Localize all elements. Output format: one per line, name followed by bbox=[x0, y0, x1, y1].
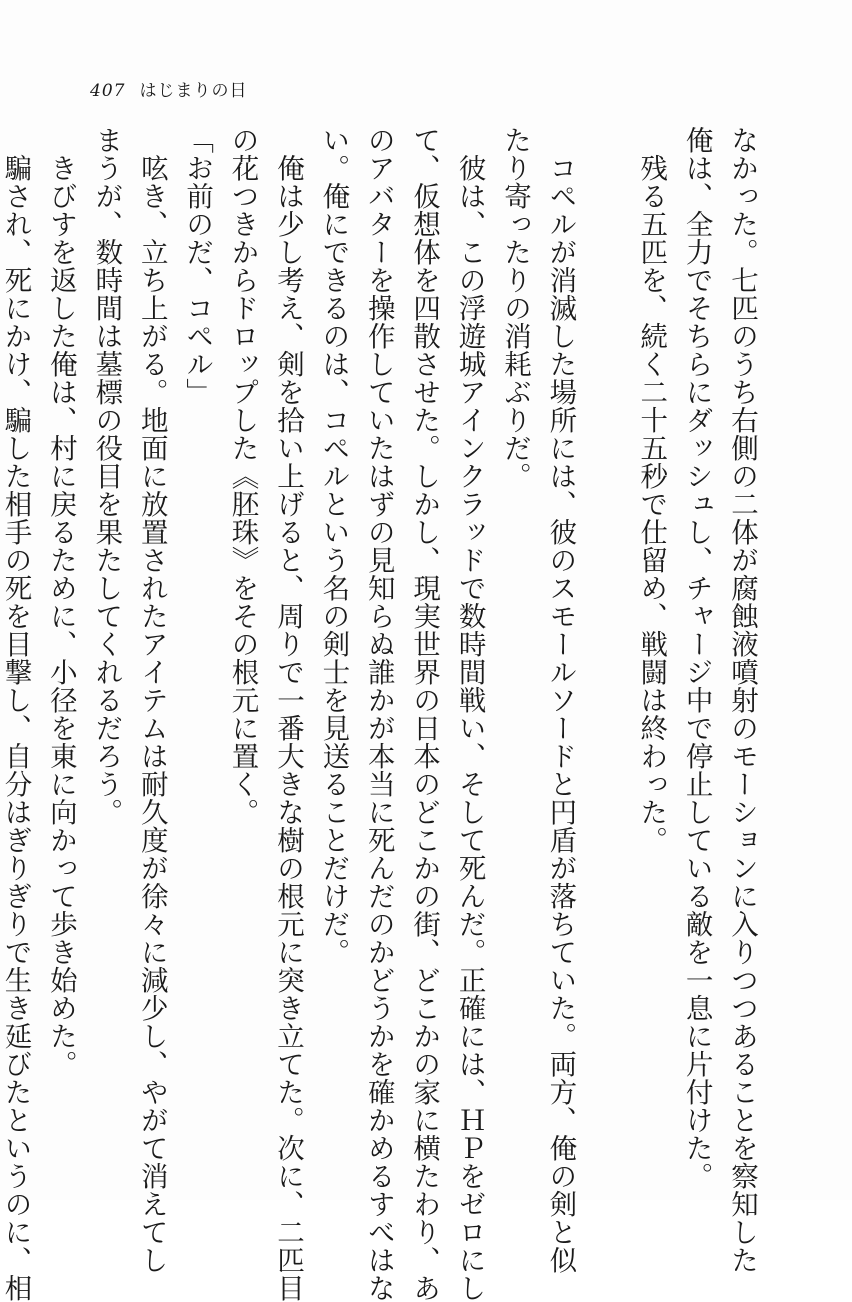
chapter-title: はじまりの日 bbox=[139, 81, 248, 101]
text-line: 俺は少し考え、剣を拾い上げると、周りで一番大きな樹の根元に突き立てた。次に、二匹目 bbox=[271, 126, 304, 1302]
text-line: い。俺にできるのは、コペルという名の剣士を見送ることだけだ。 bbox=[317, 126, 350, 966]
text-line: なかった。七匹のうち右側の二体が腐蝕液噴射のモーションに入りつつあることを察知した bbox=[726, 126, 758, 1274]
running-header bbox=[90, 76, 247, 101]
text-line: コペルが消滅した場所には、彼のスモールソードと円盾が落ちていた。両方、俺の剣と似 bbox=[544, 126, 577, 1274]
text-line: きびすを返した俺は、村に戻るために、小径を東に向かって歩き始めた。 bbox=[44, 126, 77, 1078]
page-number: 407 bbox=[90, 81, 126, 101]
text-line: たり寄ったりの消耗ぶりだ。 bbox=[498, 126, 531, 490]
text-line: の花つきからドロップした《胚珠》をその根元に置く。 bbox=[226, 126, 259, 826]
text-line: 呟き、立ち上がる。地面に放置されたアイテムは耐久度が徐々に減少し、やがて消えてし bbox=[135, 126, 168, 1274]
text-line: 彼は、この浮遊城アインクラッドで数時間戦い、そして死んだ。正確には、ＨＰをゼロにし bbox=[453, 126, 486, 1302]
text-line: まうが、数時間は墓標の役目を果たしてくれるだろう。 bbox=[90, 126, 123, 826]
text-line: 「お前のだ、コペル」 bbox=[181, 126, 214, 406]
text-line bbox=[582, 126, 627, 1136]
text-line: て、仮想体を四散させた。しかし、現実世界の日本のどこかの街、どこかの家に横たわり、あ bbox=[408, 126, 441, 1302]
text-line: 残る五匹を、続く二十五秒で仕留め、戦闘は終わった。 bbox=[635, 126, 668, 854]
vertical-body-text bbox=[0, 126, 764, 1302]
text-line: 俺は、全力でそちらにダッシュし、チャージ中で停止している敵を一息に片付けた。 bbox=[680, 126, 713, 1190]
text-line: のアバターを操作していたはずの見知らぬ誰かが本当に死んだのかどうかを確かめるすべはな bbox=[362, 126, 395, 1302]
text-line: 騙され、死にかけ、騙した相手の死を目撃し、自分はぎりぎりで生き延びたというのに、相 bbox=[0, 126, 32, 1302]
